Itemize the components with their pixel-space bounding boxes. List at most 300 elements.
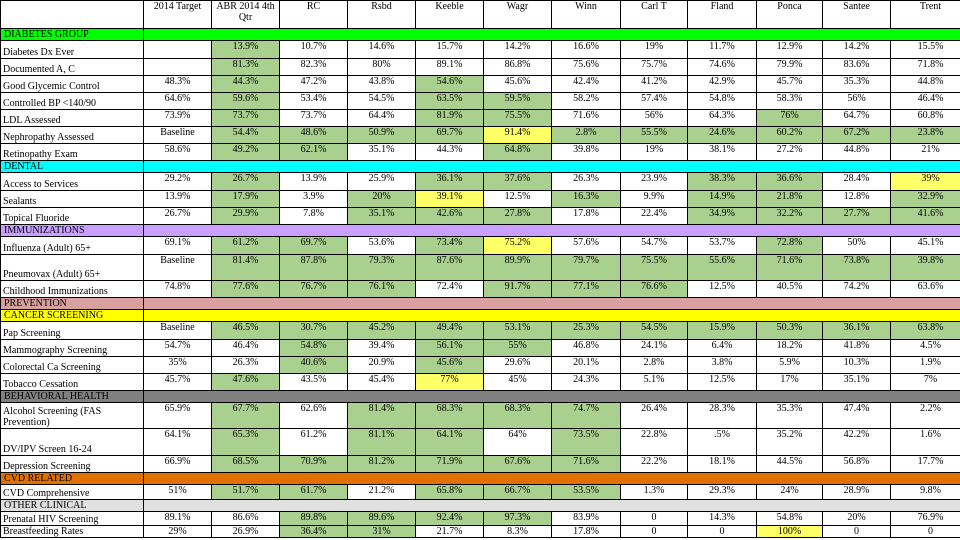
table-cell: 8.3% xyxy=(484,526,552,538)
table-cell: 64.8% xyxy=(484,144,552,161)
table-cell: 23.8% xyxy=(891,127,960,144)
table-cell: 5.9% xyxy=(757,357,823,374)
table-cell: 44.8% xyxy=(891,76,960,93)
table-cell: 35.1% xyxy=(348,144,416,161)
table-cell: 7% xyxy=(891,374,960,391)
table-cell: 27.7% xyxy=(823,208,891,225)
measure-label: Colorectal Ca Screening xyxy=(1,357,144,374)
table-cell: 81.2% xyxy=(348,456,416,473)
table-cell: 31% xyxy=(348,526,416,538)
table-cell: 20.1% xyxy=(552,357,621,374)
table-cell: 89.1% xyxy=(144,512,212,526)
measure-label: CVD Comprehensive xyxy=(1,485,144,500)
column-header: Santee xyxy=(823,1,891,29)
table-cell: 65.9% xyxy=(144,403,212,429)
table-cell: 91.4% xyxy=(484,127,552,144)
table-cell: 35.2% xyxy=(757,429,823,456)
table-row xyxy=(1,526,960,538)
table-cell: 43.8% xyxy=(348,76,416,93)
table-cell: 23.9% xyxy=(621,173,688,191)
section-row xyxy=(1,500,960,512)
table-cell: 69.7% xyxy=(416,127,484,144)
table-row xyxy=(1,322,960,340)
measure-label: Documented A, C xyxy=(1,59,144,76)
table-cell: 57.4% xyxy=(621,93,688,110)
table-cell: 26.9% xyxy=(212,526,280,538)
table-cell: 41.8% xyxy=(823,340,891,357)
table-cell: 7.8% xyxy=(280,208,348,225)
section-label: CVD RELATED xyxy=(1,473,144,485)
table-cell: 89.1% xyxy=(416,59,484,76)
table-cell: 0 xyxy=(621,512,688,526)
table-cell: 20% xyxy=(348,191,416,208)
measure-label: Controlled BP <140/90 xyxy=(1,93,144,110)
table-cell: 47.2% xyxy=(280,76,348,93)
table-row xyxy=(1,340,960,357)
table-cell: 30.7% xyxy=(280,322,348,340)
column-header: 2014 Target xyxy=(144,1,212,29)
table-cell: 9.9% xyxy=(621,191,688,208)
table-cell: 63.5% xyxy=(416,93,484,110)
table-cell: 61.2% xyxy=(212,237,280,255)
column-header: Carl T xyxy=(621,1,688,29)
table-row xyxy=(1,76,960,93)
table-cell: 13.9% xyxy=(144,191,212,208)
table-cell: 19% xyxy=(621,144,688,161)
table-cell: 36.4% xyxy=(280,526,348,538)
table-row xyxy=(1,255,960,281)
table-cell: 46.5% xyxy=(212,322,280,340)
table-cell: 24.6% xyxy=(688,127,757,144)
section-label: OTHER CLINICAL xyxy=(1,500,144,512)
table-cell: 56.1% xyxy=(416,340,484,357)
section-label: BEHAVIORAL HEALTH xyxy=(1,391,144,403)
table-cell: 35.1% xyxy=(823,374,891,391)
table-cell: 39.4% xyxy=(348,340,416,357)
table-cell: 12.5% xyxy=(484,191,552,208)
table-cell: 75.5% xyxy=(484,110,552,127)
table-cell: 13.9% xyxy=(280,173,348,191)
table-cell: 77% xyxy=(416,374,484,391)
measure-label: Sealants xyxy=(1,191,144,208)
table-cell: 35% xyxy=(144,357,212,374)
table-cell: 39.8% xyxy=(891,255,960,281)
table-cell: 68.3% xyxy=(416,403,484,429)
table-cell: .5% xyxy=(688,429,757,456)
measure-label: LDL Assessed xyxy=(1,110,144,127)
table-cell: 20.9% xyxy=(348,357,416,374)
table-cell: 51% xyxy=(144,485,212,500)
table-cell: 82.3% xyxy=(280,59,348,76)
section-row xyxy=(1,161,960,173)
table-cell: 14.9% xyxy=(688,191,757,208)
table-cell: 50.9% xyxy=(348,127,416,144)
table-cell: 36.1% xyxy=(416,173,484,191)
table-cell: 25.3% xyxy=(552,322,621,340)
table-cell: 21.7% xyxy=(416,526,484,538)
section-band xyxy=(144,500,960,512)
table-cell: 58.2% xyxy=(552,93,621,110)
table-cell: 62.6% xyxy=(280,403,348,429)
table-cell: 61.7% xyxy=(280,485,348,500)
table-cell: 73.7% xyxy=(212,110,280,127)
table-cell: 56% xyxy=(621,110,688,127)
section-row xyxy=(1,310,960,322)
table-cell: 46.4% xyxy=(891,93,960,110)
table-cell: 66.9% xyxy=(144,456,212,473)
table-cell: 60.8% xyxy=(891,110,960,127)
section-band xyxy=(144,29,960,41)
table-cell: 54.5% xyxy=(348,93,416,110)
table-cell: 45% xyxy=(484,374,552,391)
table-cell: 15.9% xyxy=(688,322,757,340)
table-cell: 45.2% xyxy=(348,322,416,340)
table-cell: 14.2% xyxy=(823,41,891,59)
table-cell: 40.6% xyxy=(280,357,348,374)
table-cell: 21% xyxy=(891,144,960,161)
table-cell: 21.8% xyxy=(757,191,823,208)
table-cell: 54.8% xyxy=(280,340,348,357)
table-cell: 76.1% xyxy=(348,281,416,298)
table-cell: 64.7% xyxy=(823,110,891,127)
table-cell: 62.1% xyxy=(280,144,348,161)
table-cell: 2.8% xyxy=(621,357,688,374)
table-cell: 6.4% xyxy=(688,340,757,357)
measure-label: Diabetes Dx Ever xyxy=(1,41,144,59)
table-cell: 81.4% xyxy=(212,255,280,281)
column-header: ABR 2014 4th Qtr xyxy=(212,1,280,29)
table-cell: 16.3% xyxy=(552,191,621,208)
table-cell: 75.2% xyxy=(484,237,552,255)
measure-label: Nephropathy Assessed xyxy=(1,127,144,144)
measure-label: Depression Screening xyxy=(1,456,144,473)
table-cell: 87.8% xyxy=(280,255,348,281)
table-row xyxy=(1,110,960,127)
table-cell: 75.6% xyxy=(552,59,621,76)
table-cell: 68.5% xyxy=(212,456,280,473)
table-cell: 24% xyxy=(757,485,823,500)
table-cell: 72.4% xyxy=(416,281,484,298)
table-cell: 15.7% xyxy=(416,41,484,59)
measure-label: Influenza (Adult) 65+ xyxy=(1,237,144,255)
table-cell: 71.8% xyxy=(891,59,960,76)
table-cell: 10.3% xyxy=(823,357,891,374)
section-row xyxy=(1,29,960,41)
column-header: Winn xyxy=(552,1,621,29)
table-cell: 92.4% xyxy=(416,512,484,526)
table-cell: 66.7% xyxy=(484,485,552,500)
table-cell: 45.6% xyxy=(484,76,552,93)
table-cell: 43.5% xyxy=(280,374,348,391)
table-cell: 69.7% xyxy=(280,237,348,255)
table-cell: 28.9% xyxy=(823,485,891,500)
table-cell: 73.4% xyxy=(416,237,484,255)
table-cell: 24.1% xyxy=(621,340,688,357)
table-cell: 69.1% xyxy=(144,237,212,255)
table-cell: 89.6% xyxy=(348,512,416,526)
table-cell: 73.9% xyxy=(144,110,212,127)
section-band xyxy=(144,473,960,485)
table-cell: 39% xyxy=(891,173,960,191)
column-header: Wagr xyxy=(484,1,552,29)
table-cell: 59.5% xyxy=(484,93,552,110)
table-cell: 44.3% xyxy=(416,144,484,161)
table-cell: 15.5% xyxy=(891,41,960,59)
table-cell: 53.6% xyxy=(348,237,416,255)
table-cell: 38.1% xyxy=(688,144,757,161)
table-cell: 26.3% xyxy=(552,173,621,191)
column-header: Trent xyxy=(891,1,960,29)
table-cell: 18.2% xyxy=(757,340,823,357)
table-cell: 42.9% xyxy=(688,76,757,93)
table-row xyxy=(1,357,960,374)
table-cell: 4.5% xyxy=(891,340,960,357)
table-cell: 49.4% xyxy=(416,322,484,340)
measure-label: Tobacco Cessation xyxy=(1,374,144,391)
measure-label: Pneumovax (Adult) 65+ xyxy=(1,255,144,281)
table-cell: 45.1% xyxy=(891,237,960,255)
table-cell: 17% xyxy=(757,374,823,391)
table-cell: 42.6% xyxy=(416,208,484,225)
section-band xyxy=(144,391,960,403)
table-cell: 63.6% xyxy=(891,281,960,298)
table-cell: 71.6% xyxy=(552,110,621,127)
table-cell: Baseline xyxy=(144,322,212,340)
table-cell: 81.9% xyxy=(416,110,484,127)
table-cell: 74.8% xyxy=(144,281,212,298)
section-band xyxy=(144,161,960,173)
table-cell: 17.9% xyxy=(212,191,280,208)
table-cell: 79.3% xyxy=(348,255,416,281)
table-cell: 2.8% xyxy=(552,127,621,144)
table-cell: 35.1% xyxy=(348,208,416,225)
table-cell: 0 xyxy=(891,526,960,538)
table-cell: 81.3% xyxy=(212,59,280,76)
table-cell: 20% xyxy=(823,512,891,526)
section-row xyxy=(1,473,960,485)
measure-label: Childhood Immunizations xyxy=(1,281,144,298)
table-cell: 12.8% xyxy=(823,191,891,208)
section-label: IMMUNIZATIONS xyxy=(1,225,144,237)
section-band xyxy=(144,225,960,237)
column-header: Ponca xyxy=(757,1,823,29)
table-cell: 29.9% xyxy=(212,208,280,225)
table-cell: 5.1% xyxy=(621,374,688,391)
table-row xyxy=(1,59,960,76)
table-cell: 11.7% xyxy=(688,41,757,59)
table-cell: 45.7% xyxy=(144,374,212,391)
table-cell: 65.8% xyxy=(416,485,484,500)
table-cell: 54.7% xyxy=(144,340,212,357)
table-cell: 63.8% xyxy=(891,322,960,340)
table-row xyxy=(1,485,960,500)
table-cell: 2.2% xyxy=(891,403,960,429)
table-row xyxy=(1,127,960,144)
table-cell: 86.8% xyxy=(484,59,552,76)
table-row xyxy=(1,93,960,110)
section-band xyxy=(144,298,960,310)
table-cell: 47.6% xyxy=(212,374,280,391)
table-cell: Baseline xyxy=(144,127,212,144)
table-row xyxy=(1,281,960,298)
table-cell: 71.6% xyxy=(757,255,823,281)
table-cell: 76% xyxy=(757,110,823,127)
table-cell: 74.6% xyxy=(688,59,757,76)
table-cell: 1.6% xyxy=(891,429,960,456)
table-row xyxy=(1,374,960,391)
table-cell: 0 xyxy=(688,526,757,538)
table-cell: 35.3% xyxy=(823,76,891,93)
table-cell: 29.6% xyxy=(484,357,552,374)
table-cell: 32.2% xyxy=(757,208,823,225)
table-cell: 32.9% xyxy=(891,191,960,208)
table-row xyxy=(1,144,960,161)
section-label: DIABETES GROUP xyxy=(1,29,144,41)
measure-label: Retinopathy Exam xyxy=(1,144,144,161)
table-cell: 91.7% xyxy=(484,281,552,298)
table-cell: 18.1% xyxy=(688,456,757,473)
table-cell: 58.3% xyxy=(757,93,823,110)
table-cell: 47.4% xyxy=(823,403,891,429)
table-cell: 54.4% xyxy=(212,127,280,144)
table-cell: 13.9% xyxy=(212,41,280,59)
table-cell: 27.2% xyxy=(757,144,823,161)
table-cell: 17.7% xyxy=(891,456,960,473)
table-cell: 76.9% xyxy=(891,512,960,526)
table-cell: 65.3% xyxy=(212,429,280,456)
table-cell: 50% xyxy=(823,237,891,255)
table-row xyxy=(1,41,960,59)
measure-label: Access to Services xyxy=(1,173,144,191)
table-cell: 12.5% xyxy=(688,374,757,391)
measure-label: Mammography Screening xyxy=(1,340,144,357)
table-cell: 41.2% xyxy=(621,76,688,93)
table-cell: 76.7% xyxy=(280,281,348,298)
table-cell: 29.2% xyxy=(144,173,212,191)
table-cell: 16.6% xyxy=(552,41,621,59)
table-cell: 34.9% xyxy=(688,208,757,225)
table-cell: 64.1% xyxy=(144,429,212,456)
table-cell: 56.8% xyxy=(823,456,891,473)
table-cell: 27.8% xyxy=(484,208,552,225)
table-cell: 55% xyxy=(484,340,552,357)
table-cell: 39.1% xyxy=(416,191,484,208)
table-cell: 51.7% xyxy=(212,485,280,500)
table-cell: 77.1% xyxy=(552,281,621,298)
table-cell: 26.3% xyxy=(212,357,280,374)
section-row xyxy=(1,225,960,237)
table-cell: 64.4% xyxy=(348,110,416,127)
table-cell: 14.3% xyxy=(688,512,757,526)
table-cell: 45.7% xyxy=(757,76,823,93)
table-cell: 83.9% xyxy=(552,512,621,526)
measure-label: Topical Fluoride xyxy=(1,208,144,225)
section-label: PREVENTION xyxy=(1,298,144,310)
section-label: CANCER SCREENING xyxy=(1,310,144,322)
table-cell: 42.2% xyxy=(823,429,891,456)
table-cell: 41.6% xyxy=(891,208,960,225)
table-cell: 26.4% xyxy=(621,403,688,429)
table-cell: 12.9% xyxy=(757,41,823,59)
table-row xyxy=(1,237,960,255)
table-cell: 28.4% xyxy=(823,173,891,191)
table-cell: 42.4% xyxy=(552,76,621,93)
table-cell: 46.4% xyxy=(212,340,280,357)
measure-label: Alcohol Screening (FAS Prevention) xyxy=(1,403,144,429)
table-cell: 53.4% xyxy=(280,93,348,110)
table-cell: 64.1% xyxy=(416,429,484,456)
measure-label: Breastfeeding Rates xyxy=(1,526,144,538)
table-cell: 14.2% xyxy=(484,41,552,59)
table-cell: 9.8% xyxy=(891,485,960,500)
table-cell: 81.1% xyxy=(348,429,416,456)
table-cell: 70.9% xyxy=(280,456,348,473)
table-cell: 53.5% xyxy=(552,485,621,500)
table-cell: 56% xyxy=(823,93,891,110)
table-cell: 79.9% xyxy=(757,59,823,76)
section-band xyxy=(144,310,960,322)
table-cell: 71.9% xyxy=(416,456,484,473)
table-cell: 53.7% xyxy=(688,237,757,255)
table-cell: 28.3% xyxy=(688,403,757,429)
table-cell: 50.3% xyxy=(757,322,823,340)
table-cell: 35.3% xyxy=(757,403,823,429)
table-cell: 37.6% xyxy=(484,173,552,191)
table-row xyxy=(1,208,960,225)
table-cell: 21.2% xyxy=(348,485,416,500)
table-row xyxy=(1,456,960,473)
table-cell: 24.3% xyxy=(552,374,621,391)
table-row xyxy=(1,173,960,191)
table-cell: Baseline xyxy=(144,255,212,281)
table-cell: 25.9% xyxy=(348,173,416,191)
table-cell: 55.5% xyxy=(621,127,688,144)
table-cell: 45.6% xyxy=(416,357,484,374)
table-cell: 76.6% xyxy=(621,281,688,298)
table-cell: 29% xyxy=(144,526,212,538)
table-cell: 22.2% xyxy=(621,456,688,473)
table-cell: 19% xyxy=(621,41,688,59)
measure-label: Good Glycemic Control xyxy=(1,76,144,93)
section-label: DENTAL xyxy=(1,161,144,173)
table-cell: 29.3% xyxy=(688,485,757,500)
table-cell: 17.8% xyxy=(552,526,621,538)
table-cell: 68.3% xyxy=(484,403,552,429)
header-row xyxy=(1,1,960,29)
table-cell: 3.8% xyxy=(688,357,757,374)
table-row xyxy=(1,403,960,429)
table-cell xyxy=(144,41,212,59)
table-cell: 79.7% xyxy=(552,255,621,281)
table-cell: 45.4% xyxy=(348,374,416,391)
table-cell: 10.7% xyxy=(280,41,348,59)
table-cell: 54.8% xyxy=(757,512,823,526)
measure-label: Prenatal HIV Screening xyxy=(1,512,144,526)
table-cell: 54.8% xyxy=(688,93,757,110)
table-cell: 57.6% xyxy=(552,237,621,255)
table-cell: 17.8% xyxy=(552,208,621,225)
table-cell: 73.7% xyxy=(280,110,348,127)
table-cell: 1.9% xyxy=(891,357,960,374)
table-cell: 60.2% xyxy=(757,127,823,144)
table-cell: 89.9% xyxy=(484,255,552,281)
table-cell: 64.6% xyxy=(144,93,212,110)
table-cell: 22.8% xyxy=(621,429,688,456)
table-cell: 67.7% xyxy=(212,403,280,429)
table-cell: 86.6% xyxy=(212,512,280,526)
table-cell: 80% xyxy=(348,59,416,76)
table-cell: 89.8% xyxy=(280,512,348,526)
